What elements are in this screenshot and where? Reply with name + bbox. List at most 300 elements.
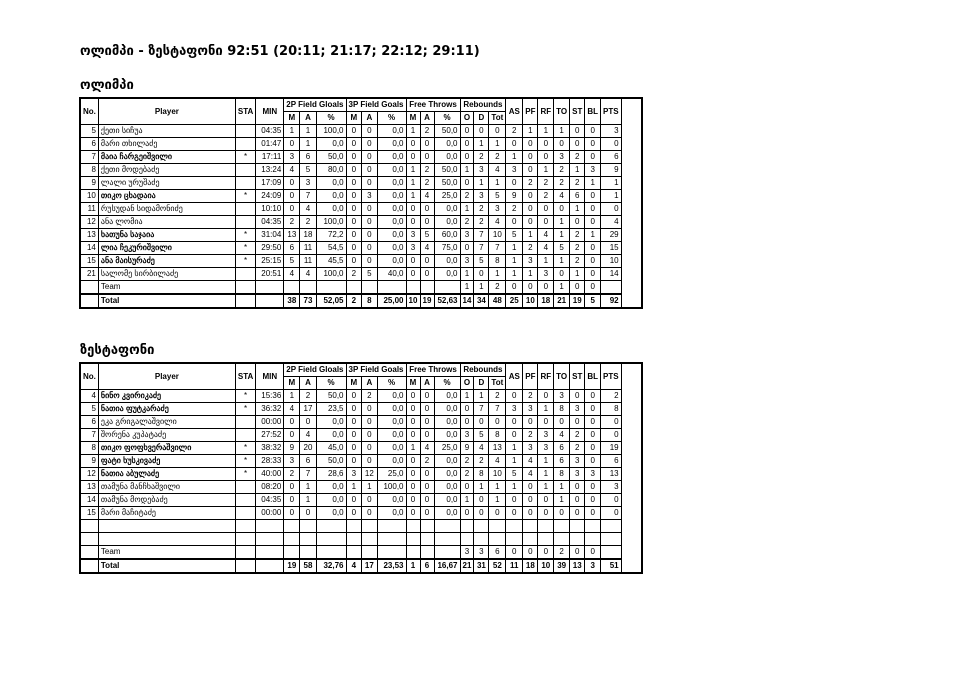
stat-pts: 1 (601, 190, 622, 203)
stat-as: 0 (506, 390, 523, 403)
stat-to: 3 (554, 151, 570, 164)
empty-cell (316, 520, 346, 533)
stat-st: 3 (570, 403, 585, 416)
stat-pf: 0 (523, 190, 538, 203)
stat-as: 0 (506, 429, 523, 442)
player-starter-mark: * (235, 390, 255, 403)
stat-o: 0 (460, 125, 474, 138)
header-rebounds: Rebounds (460, 363, 506, 377)
empty-cell (434, 546, 460, 560)
stat-a2: 2 (300, 216, 316, 229)
empty-cell (316, 533, 346, 546)
stat-m2: 4 (284, 164, 300, 177)
player-starter-mark (235, 164, 255, 177)
player-name: ქეთი მოდებაძე (98, 164, 235, 177)
team-tot: 6 (489, 546, 506, 560)
stat-tot: 2 (489, 151, 506, 164)
stat-mf: 0 (406, 455, 420, 468)
player-starter-mark: * (235, 468, 255, 481)
total-row (80, 559, 642, 573)
empty-cell (80, 281, 98, 295)
player-starter-mark: * (235, 229, 255, 242)
stat-mf: 0 (406, 203, 420, 216)
stat-pf: 0,0 (434, 203, 460, 216)
stat-tot: 1 (489, 481, 506, 494)
total-pf: 52,63 (434, 294, 460, 308)
stat-a2: 0 (300, 416, 316, 429)
header-2p-field-goals: 2P Field Gloals (284, 98, 346, 112)
empty-cell (235, 546, 255, 560)
player-starter-mark (235, 216, 255, 229)
stat-as: 1 (506, 268, 523, 281)
player-row (80, 216, 642, 229)
stat-rf: 3 (538, 442, 554, 455)
player-name: ლალი ურუშაძე (98, 177, 235, 190)
stat-tot: 7 (489, 242, 506, 255)
stat-af: 0 (420, 216, 434, 229)
player-row (80, 390, 642, 403)
total-pts: 92 (601, 294, 622, 308)
subheader-pct: % (316, 112, 346, 125)
stat-bl: 1 (585, 177, 601, 190)
total-af: 19 (420, 294, 434, 308)
empty-cell (256, 520, 284, 533)
stat-m2: 3 (284, 455, 300, 468)
stat-m3: 0 (346, 190, 362, 203)
player-name: მარი მაჩიტაძე (98, 507, 235, 520)
team-row (80, 546, 642, 560)
player-name: თიკო ფოფხვერაშვილი (98, 442, 235, 455)
stat-o: 0 (460, 416, 474, 429)
stat-bl: 0 (585, 242, 601, 255)
player-minutes: 24:09 (256, 190, 284, 203)
header-3p-field-goals: 3P Field Goals (346, 98, 406, 112)
player-name: ნათია ფუტკარაძე (98, 403, 235, 416)
empty-cell (98, 520, 235, 533)
header-min: MIN (256, 98, 284, 125)
stat-m2: 2 (284, 468, 300, 481)
empty-cell (80, 520, 98, 533)
stat-pf: 0 (523, 164, 538, 177)
stat-tot: 1 (489, 138, 506, 151)
stat-d: 0 (474, 268, 489, 281)
empty-cell (460, 533, 474, 546)
stat-o: 0 (460, 242, 474, 255)
stat-pf: 25,0 (434, 190, 460, 203)
subheader-a: A (300, 112, 316, 125)
stat-p2: 100,0 (316, 268, 346, 281)
player-name: ანა მაისურაძე (98, 255, 235, 268)
player-row (80, 468, 642, 481)
team-rf: 0 (538, 281, 554, 295)
stat-o: 1 (460, 268, 474, 281)
player-number: 10 (80, 190, 98, 203)
team-rf: 0 (538, 546, 554, 560)
stat-o: 0 (460, 481, 474, 494)
empty-cell (346, 520, 362, 533)
total-d: 31 (474, 559, 489, 573)
stat-d: 2 (474, 151, 489, 164)
team-to: 2 (554, 546, 570, 560)
stat-p3: 0,0 (377, 455, 406, 468)
header-pf: PF (523, 98, 538, 125)
stat-pf: 25,0 (434, 442, 460, 455)
stat-mf: 0 (406, 151, 420, 164)
empty-cell (601, 520, 622, 533)
stat-st: 2 (570, 242, 585, 255)
stat-rf: 2 (538, 190, 554, 203)
stat-m3: 0 (346, 390, 362, 403)
stat-a3: 3 (362, 190, 378, 203)
player-number: 15 (80, 507, 98, 520)
stat-bl: 0 (585, 494, 601, 507)
player-row (80, 151, 642, 164)
stat-pts: 15 (601, 242, 622, 255)
stat-tot: 8 (489, 255, 506, 268)
player-minutes: 00:00 (256, 507, 284, 520)
stat-st: 2 (570, 255, 585, 268)
stat-o: 0 (460, 138, 474, 151)
subheader-m: M (284, 112, 300, 125)
player-row (80, 416, 642, 429)
empty-cell (420, 533, 434, 546)
stat-st: 0 (570, 390, 585, 403)
player-row (80, 138, 642, 151)
stat-p3: 25,0 (377, 468, 406, 481)
player-number: 4 (80, 390, 98, 403)
empty-cell (300, 533, 316, 546)
stat-m3: 0 (346, 216, 362, 229)
stat-tot: 1 (489, 494, 506, 507)
stat-to: 4 (554, 190, 570, 203)
player-row (80, 507, 642, 520)
stat-m2: 0 (284, 138, 300, 151)
empty-cell (406, 520, 420, 533)
empty-cell (601, 546, 622, 560)
subheader-m: M (346, 112, 362, 125)
stat-m3: 3 (346, 468, 362, 481)
stat-pts: 2 (601, 390, 622, 403)
stat-rf: 0 (538, 416, 554, 429)
empty-cell (316, 281, 346, 295)
empty-cell (256, 559, 284, 573)
stat-pts: 10 (601, 255, 622, 268)
stat-m3: 0 (346, 138, 362, 151)
stat-to: 5 (554, 242, 570, 255)
player-row (80, 229, 642, 242)
subheader-a: A (420, 112, 434, 125)
player-starter-mark (235, 125, 255, 138)
stat-pf: 0,0 (434, 255, 460, 268)
stat-a2: 11 (300, 242, 316, 255)
stat-m3: 1 (346, 481, 362, 494)
team-d: 3 (474, 546, 489, 560)
stat-af: 0 (420, 403, 434, 416)
stat-to: 3 (554, 390, 570, 403)
stat-pts: 3 (601, 125, 622, 138)
stat-m2: 1 (284, 390, 300, 403)
player-number: 9 (80, 455, 98, 468)
player-row (80, 203, 642, 216)
stat-mf: 0 (406, 494, 420, 507)
empty-cell (406, 546, 420, 560)
team-name-away: ზესტაფონი (80, 343, 155, 358)
subheader-m: M (284, 377, 300, 390)
player-minutes: 01:47 (256, 138, 284, 151)
subheader-a: A (362, 112, 378, 125)
stat-a2: 1 (300, 481, 316, 494)
total-rf: 18 (538, 294, 554, 308)
stat-bl: 0 (585, 190, 601, 203)
stat-p2: 23,5 (316, 403, 346, 416)
player-minutes: 29:50 (256, 242, 284, 255)
empty-cell (235, 520, 255, 533)
player-row (80, 429, 642, 442)
team-o: 3 (460, 546, 474, 560)
stat-af: 4 (420, 242, 434, 255)
stat-tot: 1 (489, 268, 506, 281)
player-name: ლია ჩეკურიშვილი (98, 242, 235, 255)
player-minutes: 13:24 (256, 164, 284, 177)
stat-a3: 0 (362, 229, 378, 242)
player-number: 11 (80, 203, 98, 216)
stat-st: 2 (570, 442, 585, 455)
empty-cell (284, 546, 300, 560)
stat-st: 2 (570, 229, 585, 242)
stat-to: 1 (554, 494, 570, 507)
stat-m3: 0 (346, 177, 362, 190)
empty-cell (300, 281, 316, 295)
player-name: მარი თხილაძე (98, 138, 235, 151)
stat-pf: 0,0 (434, 481, 460, 494)
stat-o: 1 (460, 390, 474, 403)
stat-af: 0 (420, 151, 434, 164)
player-number: 6 (80, 416, 98, 429)
stat-d: 1 (474, 177, 489, 190)
empty-cell (235, 281, 255, 295)
stat-tot: 4 (489, 216, 506, 229)
header-as: AS (506, 98, 523, 125)
stat-st: 2 (570, 151, 585, 164)
stat-tot: 7 (489, 403, 506, 416)
stat-a2: 3 (300, 177, 316, 190)
stat-p2: 54,5 (316, 242, 346, 255)
player-number: 8 (80, 164, 98, 177)
stat-m3: 0 (346, 125, 362, 138)
stat-m3: 0 (346, 151, 362, 164)
total-pf: 18 (523, 559, 538, 573)
stat-p3: 0,0 (377, 242, 406, 255)
stat-a3: 0 (362, 403, 378, 416)
stat-as: 9 (506, 190, 523, 203)
stat-d: 7 (474, 229, 489, 242)
stat-to: 6 (554, 442, 570, 455)
team-pf: 0 (523, 546, 538, 560)
player-row (80, 403, 642, 416)
stat-a3: 12 (362, 468, 378, 481)
stat-m3: 0 (346, 442, 362, 455)
stat-p2: 0,0 (316, 190, 346, 203)
stat-d: 4 (474, 442, 489, 455)
empty-cell (420, 281, 434, 295)
stat-pf: 0 (523, 507, 538, 520)
stat-tot: 3 (489, 203, 506, 216)
stat-af: 5 (420, 229, 434, 242)
empty-cell (601, 281, 622, 295)
stat-a3: 0 (362, 429, 378, 442)
stat-rf: 1 (538, 164, 554, 177)
subheader-d: D (474, 377, 489, 390)
stat-pf: 0,0 (434, 390, 460, 403)
empty-cell (284, 533, 300, 546)
stat-pf: 0,0 (434, 507, 460, 520)
header-no: No. (80, 363, 98, 390)
subheader-pct: % (434, 377, 460, 390)
stat-a3: 0 (362, 455, 378, 468)
player-number: 7 (80, 429, 98, 442)
stat-p3: 0,0 (377, 255, 406, 268)
stat-to: 2 (554, 164, 570, 177)
stat-as: 1 (506, 481, 523, 494)
stat-as: 2 (506, 125, 523, 138)
stat-p3: 0,0 (377, 151, 406, 164)
header-no: No. (80, 98, 98, 125)
stat-pf: 0,0 (434, 455, 460, 468)
team-name-home: ოლიმპი (80, 78, 134, 93)
stat-af: 2 (420, 164, 434, 177)
player-number: 12 (80, 468, 98, 481)
stat-p2: 0,0 (316, 177, 346, 190)
stat-pts: 0 (601, 138, 622, 151)
stat-af: 2 (420, 125, 434, 138)
stat-bl: 0 (585, 416, 601, 429)
stat-mf: 0 (406, 468, 420, 481)
player-row (80, 255, 642, 268)
stat-mf: 0 (406, 429, 420, 442)
stat-a2: 5 (300, 164, 316, 177)
stat-d: 1 (474, 481, 489, 494)
stat-pf: 1 (523, 229, 538, 242)
stat-pf: 0,0 (434, 268, 460, 281)
player-name: შორენა კუპატაძე (98, 429, 235, 442)
team-pf: 0 (523, 281, 538, 295)
stat-st: 2 (570, 429, 585, 442)
stat-p3: 0,0 (377, 216, 406, 229)
stat-pf: 50,0 (434, 177, 460, 190)
stat-af: 0 (420, 255, 434, 268)
stat-d: 5 (474, 255, 489, 268)
stat-pf: 0,0 (434, 151, 460, 164)
empty-cell (506, 520, 523, 533)
stat-p2: 0,0 (316, 203, 346, 216)
subheader-d: D (474, 112, 489, 125)
total-m2: 38 (284, 294, 300, 308)
stat-pts: 0 (601, 203, 622, 216)
total-o: 21 (460, 559, 474, 573)
stat-rf: 1 (538, 255, 554, 268)
stat-a2: 4 (300, 268, 316, 281)
empty-cell (601, 533, 622, 546)
stat-bl: 0 (585, 442, 601, 455)
player-row (80, 442, 642, 455)
stat-a2: 4 (300, 203, 316, 216)
header-to: TO (554, 363, 570, 390)
stat-rf: 0 (538, 216, 554, 229)
empty-row (80, 533, 642, 546)
stat-p3: 0,0 (377, 403, 406, 416)
stat-as: 0 (506, 177, 523, 190)
player-row (80, 125, 642, 138)
empty-cell (377, 546, 406, 560)
stat-m2: 0 (284, 481, 300, 494)
stat-st: 0 (570, 125, 585, 138)
stat-mf: 0 (406, 138, 420, 151)
stat-rf: 0 (538, 203, 554, 216)
empty-cell (235, 559, 255, 573)
empty-cell (377, 281, 406, 295)
stat-as: 0 (506, 216, 523, 229)
player-number: 7 (80, 151, 98, 164)
stat-a2: 1 (300, 494, 316, 507)
stat-pts: 19 (601, 442, 622, 455)
stat-tot: 1 (489, 177, 506, 190)
stat-p3: 100,0 (377, 481, 406, 494)
empty-cell (362, 546, 378, 560)
stat-st: 0 (570, 481, 585, 494)
player-minutes: 36:32 (256, 403, 284, 416)
stat-a2: 20 (300, 442, 316, 455)
stat-mf: 0 (406, 255, 420, 268)
empty-cell (460, 520, 474, 533)
stat-d: 1 (474, 138, 489, 151)
subheader-a: A (420, 377, 434, 390)
team-bl: 0 (585, 546, 601, 560)
stat-pts: 1 (601, 177, 622, 190)
team-bl: 0 (585, 281, 601, 295)
stat-pts: 8 (601, 403, 622, 416)
stat-p3: 0,0 (377, 390, 406, 403)
player-minutes: 10:10 (256, 203, 284, 216)
stat-p2: 0,0 (316, 494, 346, 507)
empty-cell (362, 520, 378, 533)
stat-pts: 14 (601, 268, 622, 281)
header-as: AS (506, 363, 523, 390)
stat-pts: 9 (601, 164, 622, 177)
stat-to: 0 (554, 203, 570, 216)
total-pf: 16,67 (434, 559, 460, 573)
header-sta: STA (235, 363, 255, 390)
stat-m2: 2 (284, 216, 300, 229)
stat-rf: 1 (538, 125, 554, 138)
empty-cell (256, 533, 284, 546)
empty-cell (585, 533, 601, 546)
player-starter-mark: * (235, 151, 255, 164)
empty-cell (346, 546, 362, 560)
stat-as: 3 (506, 403, 523, 416)
stat-m2: 0 (284, 190, 300, 203)
header-st: ST (570, 363, 585, 390)
stat-m3: 0 (346, 455, 362, 468)
stat-p3: 0,0 (377, 229, 406, 242)
stat-p3: 0,0 (377, 416, 406, 429)
stat-mf: 3 (406, 229, 420, 242)
stat-pf: 0,0 (434, 429, 460, 442)
stat-rf: 0 (538, 507, 554, 520)
stat-a2: 2 (300, 390, 316, 403)
stat-af: 2 (420, 177, 434, 190)
stat-m2: 0 (284, 507, 300, 520)
player-row (80, 190, 642, 203)
